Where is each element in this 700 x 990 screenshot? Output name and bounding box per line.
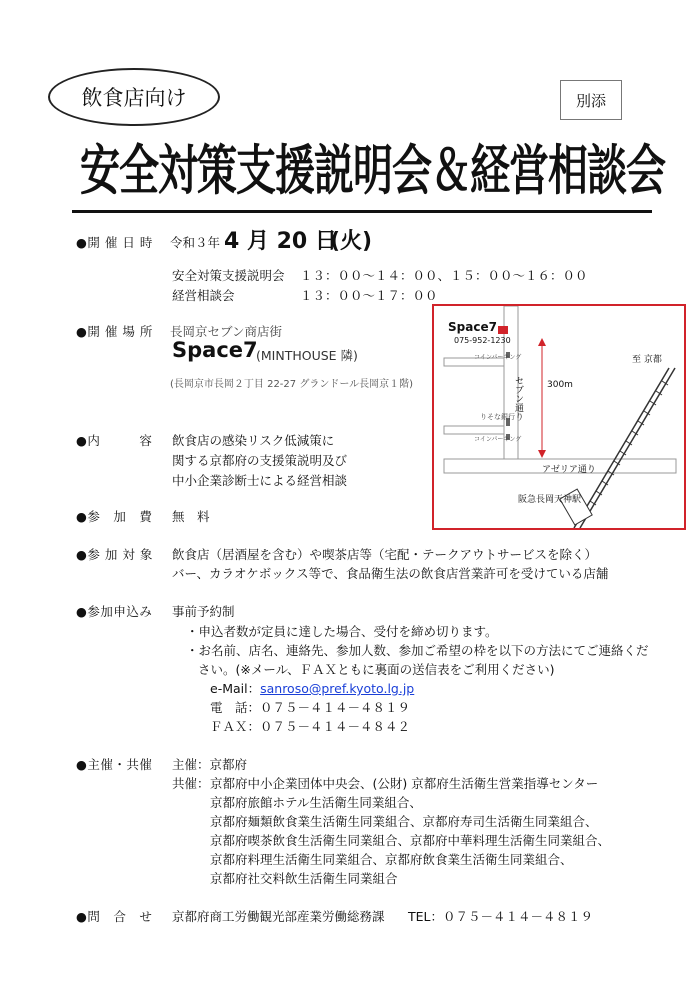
apply-tel: 電 話：０７５－４１４－４８１９ xyxy=(210,700,411,715)
attachment-label: 別添 xyxy=(575,91,606,110)
cohost-line-4: 京都府喫茶飲食生活衛生同業組合、京都府中華料理生活衛生同業組合、 xyxy=(210,833,611,848)
page-title: 安全対策支援説明会＆経営相談会 xyxy=(80,140,665,203)
map-phone: 075-952-1230 xyxy=(454,336,511,345)
schedule-time-1: １３：００～１４：００、１５：００～１６：００ xyxy=(300,268,588,283)
content-line-3: 中小企業診断士による経営相談 xyxy=(172,473,348,488)
space7-marker xyxy=(498,326,508,334)
target-label: ●参 加 対 象 xyxy=(76,547,153,562)
schedule-time-2: １３：００～１７：００ xyxy=(300,288,438,303)
date-main: 4 月 20 日 xyxy=(224,229,337,254)
organizer-host: 主催：京都府 xyxy=(172,757,248,772)
cohost-prefix: 共催： xyxy=(172,776,210,791)
map-bank-label: りそな銀行 xyxy=(480,413,515,421)
venue-street: 長岡京セブン商店街 xyxy=(170,324,283,339)
map-space7-label: Space7 xyxy=(448,320,497,334)
map-seven-street-label: セブン通り xyxy=(513,376,523,421)
email-link[interactable]: sanroso@pref.kyoto.lg.jp xyxy=(260,681,415,696)
fee-value: 無 料 xyxy=(172,509,210,524)
venue-address: (長岡京市長岡２丁目 22-27 グランドール長岡京１階) xyxy=(170,379,414,390)
railway-line xyxy=(574,368,675,528)
target-line-2: バー、カラオケボックス等で、食品衛生法の飲食店営業許可を受けている店舗 xyxy=(172,566,609,581)
schedule-name-2: 経営相談会 xyxy=(172,288,235,303)
date-era: 令和３年 xyxy=(170,235,221,250)
venue-sub: (MINTHOUSE 隣) xyxy=(256,348,358,363)
date-label: ●開 催 日 時 xyxy=(76,235,153,250)
target-line-1: 飲食店（居酒屋を含む）や喫茶店等（宅配・テークアウトサービスを除く） xyxy=(172,547,598,562)
apply-method: 事前予約制 xyxy=(172,604,235,619)
side-street-2 xyxy=(444,426,504,434)
map-station-label: 阪急長岡天神駅 xyxy=(518,495,582,505)
map-parking1-label: コインパーキング xyxy=(474,354,522,361)
map-to-kyoto-label: 至 京都 xyxy=(632,355,662,365)
cohost-line-2: 京都府旅館ホテル生活衛生同業組合、 xyxy=(210,795,422,810)
date-weekday: (火) xyxy=(330,229,373,254)
fee-label: ●参 加 費 xyxy=(76,509,153,524)
map-azalea-label: アゼリア通り xyxy=(542,465,596,475)
venue-label: ●開 催 場 所 xyxy=(76,324,153,339)
cohost-line-1: 京都府中小企業団体中央会、(公財) 京都府生活衛生営業指導センター xyxy=(210,776,599,791)
apply-label: ●参加申込み xyxy=(76,604,153,619)
cohost-line-5: 京都府料理生活衛生同業組合、京都府飲食業生活衛生同業組合、 xyxy=(210,852,573,867)
access-map xyxy=(432,304,686,530)
schedule-name-1: 安全対策支援説明会 xyxy=(172,268,285,283)
inquiry-dept: 京都府商工労働観光部産業労働総務課 xyxy=(172,909,385,924)
attachment-box xyxy=(560,80,622,120)
inquiry-tel: TEL：０７５－４１４－４８１９ xyxy=(408,909,593,924)
apply-note-1: ・申込者数が定員に達した場合、受付を締め切ります。 xyxy=(186,624,498,639)
email-label: e-Mail： xyxy=(210,681,261,696)
distance-arrow xyxy=(538,338,546,458)
map-parking2-label: コインパーキング xyxy=(474,436,522,443)
cohost-line-6: 京都府社交料飲生活衛生同業組合 xyxy=(210,871,398,886)
target-bubble xyxy=(48,68,220,126)
content-line-1: 飲食店の感染リスク低減策に xyxy=(172,433,335,448)
content-label: ●内 容 xyxy=(76,433,153,448)
title-divider xyxy=(72,210,652,213)
target-bubble-text: 飲食店向け xyxy=(81,86,187,110)
apply-note-3: さい。(※メール、ＦＡＸともに裏面の送信表をご利用ください) xyxy=(198,662,555,677)
content-line-2: 関する京都府の支援策説明及び xyxy=(172,453,348,468)
venue-name: Space7 xyxy=(172,338,258,362)
inquiry-label: ●問 合 せ xyxy=(76,909,153,924)
email-row xyxy=(210,679,414,697)
apply-note-2: ・お名前、店名、連絡先、参加人数、参加ご希望の枠を以下の方法にてご連絡くだ xyxy=(186,643,649,658)
map-distance-label: 300m xyxy=(547,380,573,390)
cohost-line-3: 京都府麺類飲食業生活衛生同業組合、京都府寿司生活衛生同業組合、 xyxy=(210,814,598,829)
organizer-label: ●主催・共催 xyxy=(76,757,153,772)
apply-fax: ＦＡＸ：０７５－４１４－４８４２ xyxy=(210,719,411,734)
